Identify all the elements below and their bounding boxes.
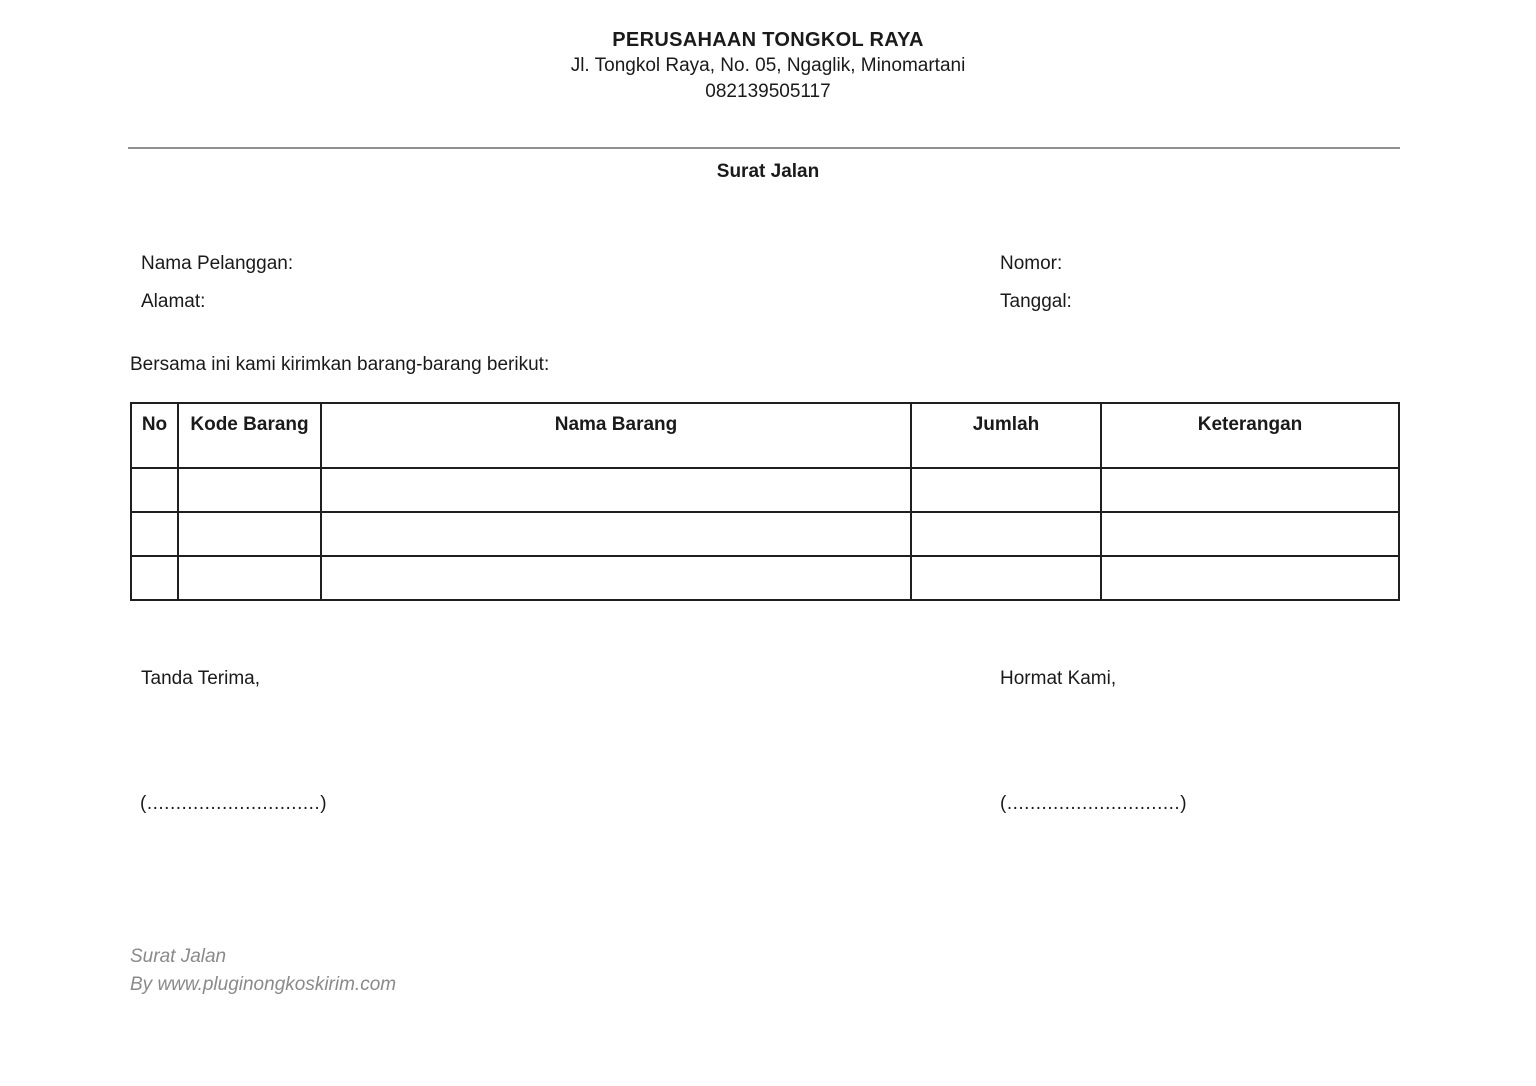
cell-jumlah	[911, 468, 1101, 512]
address-field	[141, 291, 215, 313]
cell-kode-barang	[178, 512, 321, 556]
column-header-jumlah: Jumlah	[911, 403, 1101, 468]
table-header-row	[131, 403, 1399, 468]
intro-text: Bersama ini kami kirimkan barang-barang berikut:	[130, 354, 550, 375]
column-header-nama-barang: Nama Barang	[321, 403, 911, 468]
sender-signature-label: Hormat Kami,	[1000, 668, 1117, 689]
cell-nama-barang	[321, 468, 911, 512]
cell-nama-barang	[321, 512, 911, 556]
document-title: Surat Jalan	[716, 161, 820, 182]
receiver-signature-label: Tanda Terima,	[141, 668, 260, 689]
cell-keterangan	[1101, 468, 1399, 512]
number-field	[1000, 253, 1072, 275]
number-label: Nomor:	[1000, 253, 1063, 274]
column-header-keterangan: Keterangan	[1101, 403, 1399, 468]
date-label: Tanggal:	[1000, 291, 1072, 312]
company-address: Jl. Tongkol Raya, No. 05, Ngaglik, Minomartani	[570, 55, 966, 76]
cell-keterangan	[1101, 556, 1399, 600]
customer-name-label: Nama Pelanggan:	[141, 253, 294, 274]
column-header-kode-barang: Kode Barang	[178, 403, 321, 468]
items-table	[130, 402, 1400, 601]
table-row	[131, 512, 1399, 556]
cell-no	[131, 556, 178, 600]
table-row	[131, 556, 1399, 600]
cell-no	[131, 512, 178, 556]
header-divider	[128, 147, 1400, 149]
cell-jumlah	[911, 512, 1101, 556]
footer-line2: By www.pluginongkoskirim.com	[130, 974, 397, 995]
letterhead	[0, 27, 1536, 105]
cell-jumlah	[911, 556, 1101, 600]
cell-nama-barang	[321, 556, 911, 600]
table-row	[131, 468, 1399, 512]
receiver-signature-line: (..............................)	[140, 793, 328, 814]
cell-kode-barang	[178, 556, 321, 600]
sender-signature-line: (..............................)	[1000, 793, 1188, 814]
date-field	[1000, 291, 1082, 313]
address-label: Alamat:	[141, 291, 206, 312]
column-header-no: No	[131, 403, 178, 468]
document-footer	[130, 943, 396, 999]
cell-kode-barang	[178, 468, 321, 512]
footer-line1: Surat Jalan	[130, 946, 227, 967]
customer-name-field	[141, 253, 303, 275]
company-phone: 082139505117	[705, 81, 831, 102]
cell-keterangan	[1101, 512, 1399, 556]
cell-no	[131, 468, 178, 512]
company-name: PERUSAHAAN TONGKOL RAYA	[612, 29, 924, 51]
